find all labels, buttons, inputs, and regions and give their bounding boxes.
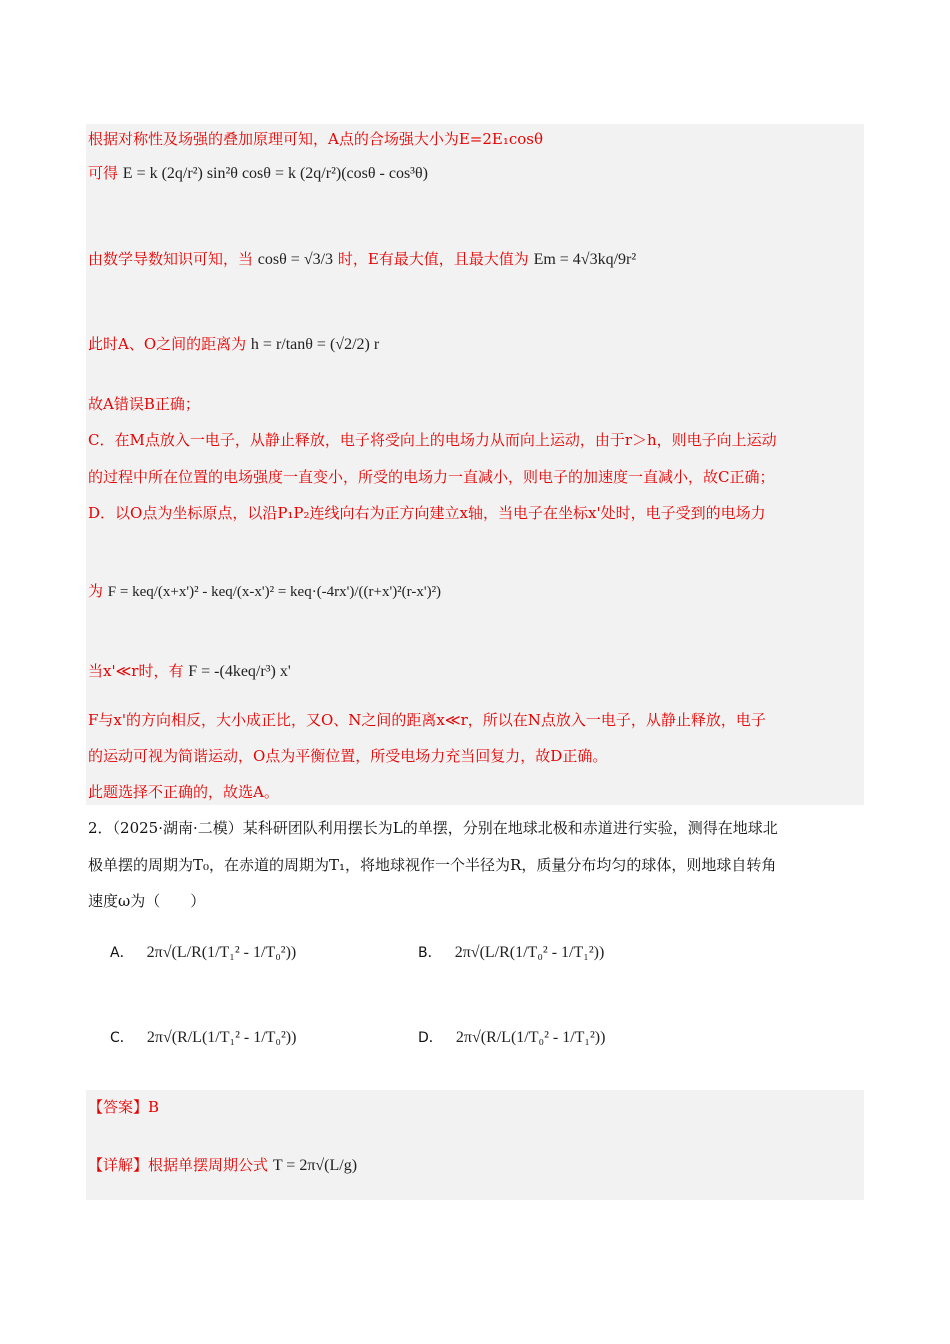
formula-cos-condition: cosθ = √3/3 <box>257 251 334 268</box>
formula-distance-h: h = r/tanθ = (√2/2) r <box>250 336 380 353</box>
option-a[interactable] <box>110 942 296 962</box>
option-c-label: C． <box>110 1030 134 1046</box>
solution-line-5: 故A错误B正确； <box>88 395 200 413</box>
question-line-2: 极单摆的周期为T₀，在赤道的周期为T₁，将地球视作一个半径为R，质量分布均匀的球体，则地球自转角 <box>88 856 777 874</box>
line-9-prefix: 为 <box>88 582 104 600</box>
line-2-prefix: 可得 <box>88 164 119 182</box>
detail-line <box>88 1154 357 1175</box>
option-a-label: A． <box>110 945 134 961</box>
option-c-formula: 2π√(R/L(1/T₁² - 1/T₀²)) <box>146 1029 297 1046</box>
solution-line-10 <box>88 660 291 681</box>
line-4-prefix: 此时A、O之间的距离为 <box>88 335 247 353</box>
solution-line-11: F与x'的方向相反，大小成正比，又O、N之间的距离x≪r，所以在N点放入一电子，从静止释放，电子 <box>88 711 766 729</box>
solution-line-9 <box>88 580 441 601</box>
answer-value: B <box>148 1098 160 1116</box>
detail-tag: 【详解】 <box>88 1156 149 1174</box>
solution-line-3 <box>88 248 636 269</box>
solution-line-13: 此题选择不正确的，故选A。 <box>88 783 279 801</box>
solution-line-12: 的运动可视为简谐运动，O点为平衡位置，所受电场力充当回复力，故D正确。 <box>88 747 608 765</box>
solution-line-7: 的过程中所在位置的电场强度一直变小，所受的电场力一直减小，则电子的加速度一直减小，故C正确； <box>88 468 775 486</box>
solution-line-8: D．以O点为坐标原点，以沿P₁P₂连线向右为正方向建立x轴，当电子在坐标x'处时，电子受到的电场力 <box>88 504 766 522</box>
formula-e-max: Em = 4√3kq/9r² <box>533 251 637 268</box>
option-b-formula: 2π√(L/R(1/T₀² - 1/T₁²)) <box>454 944 605 961</box>
question-line-1: 2．（2025·湖南·二模）某科研团队利用摆长为L的单摆，分别在地球北极和赤道进行实验，测得在地球北 <box>88 819 778 837</box>
answer-block <box>86 1090 864 1200</box>
option-a-formula: 2π√(L/R(1/T₁² - 1/T₀²)) <box>146 944 297 961</box>
line-3-mid: 时，E有最大值，且最大值为 <box>337 250 529 268</box>
option-d-label: D． <box>418 1030 443 1046</box>
detail-text: 根据单摆周期公式 <box>148 1156 269 1174</box>
solution-line-2 <box>88 162 428 183</box>
option-c[interactable] <box>110 1027 296 1047</box>
answer-line <box>88 1096 159 1117</box>
solution-block <box>86 124 864 805</box>
option-d-formula: 2π√(R/L(1/T₀² - 1/T₁²)) <box>455 1029 606 1046</box>
formula-force-F: F = keq/(x+x')² - keq/(x-x')² = keq·(-4rx')/((r+x')²(r-x')²) <box>107 584 442 600</box>
option-b-label: B． <box>418 945 442 961</box>
solution-line-4 <box>88 333 379 354</box>
formula-force-approx: F = -(4keq/r³) x' <box>188 663 291 680</box>
option-b[interactable] <box>418 942 604 962</box>
solution-line-6: C．在M点放入一电子，从静止释放，电子将受向上的电场力从而向上运动，由于r＞h，则电子向上运动 <box>88 431 777 449</box>
option-d[interactable] <box>418 1027 605 1047</box>
answer-tag: 【答案】 <box>88 1098 149 1116</box>
question-line-3: 速度ω为（ ） <box>88 892 206 910</box>
formula-period-T: T = 2π√(L/g) <box>272 1157 358 1174</box>
solution-line-1: 根据对称性及场强的叠加原理可知，A点的合场强大小为E=2E₁cosθ <box>88 130 544 148</box>
line-10-prefix: 当x'≪r时，有 <box>88 662 184 680</box>
formula-field-E: E = k (2q/r²) sin²θ cosθ = k (2q/r²)(cosθ - cos³θ) <box>122 165 428 182</box>
line-3-prefix: 由数学导数知识可知，当 <box>88 250 254 268</box>
